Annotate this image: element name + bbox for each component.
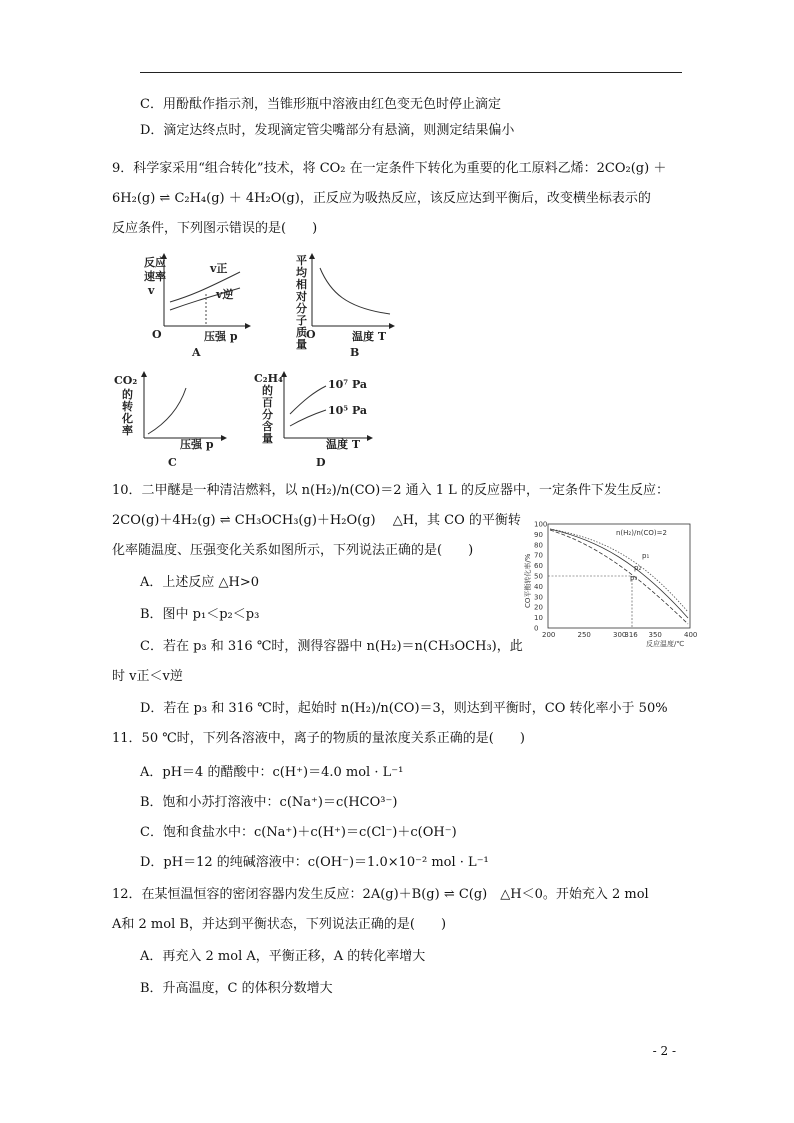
graph-c-caption: C — [168, 456, 177, 469]
graph-c-ylabel-1: CO₂ — [114, 374, 138, 387]
graph-b — [290, 250, 410, 366]
question-12-line1: 12．在某恒温恒容的密闭容器内发生反应：2A(g)＋B(g) ⇌ C(g) △H＜0。开始充入 2 mol — [112, 887, 649, 902]
graph-b-origin: O — [306, 328, 316, 341]
question-9-line3: 反应条件，下列图示错误的是( ) — [112, 221, 318, 236]
graph-d-ylabel-2a: 的 — [262, 384, 273, 397]
graph-d-ylabel-1: C₂H₄ — [254, 372, 283, 385]
graph-d-ylabel-2b: 百 — [262, 396, 273, 409]
page-number: - 2 - — [652, 1044, 676, 1058]
graph-a-caption: A — [192, 346, 201, 359]
question-10-line2: 2CO(g)＋4H₂(g) ⇌ CH₃OCH₃(g)＋H₂O(g) △H，其 CO 的平衡转 — [112, 513, 521, 528]
graph-d-ylabel-2e: 量 — [262, 432, 273, 445]
figure-10-xtick-label: 250 — [577, 631, 591, 639]
question-11-option-b: B．饱和小苏打溶液中：c(Na⁺)＝c(HCO³⁻) — [140, 795, 398, 810]
option-c-q8: C．用酚酞作指示剂，当锥形瓶中溶液由红色变无色时停止滴定 — [140, 97, 501, 112]
graph-a-curve-v-reverse: v逆 — [216, 288, 234, 301]
figure-10-ytick-label: 90 — [534, 530, 543, 539]
figure-10-label-p1: p₁ — [642, 552, 650, 560]
graph-b-caption: B — [350, 346, 360, 359]
graph-d-caption: D — [316, 456, 326, 469]
question-10-option-a: A．上述反应 △H>0 — [140, 575, 260, 590]
graph-c-ylabel-2c: 化 — [122, 412, 133, 425]
figure-10-ytick-label: 60 — [534, 562, 543, 571]
option-d-q8: D．滴定达终点时，发现滴定管尖嘴部分有悬滴，则测定结果偏小 — [140, 123, 515, 138]
graph-a-curve-v-forward: v正 — [210, 262, 228, 275]
graph-c-ylabel-2d: 率 — [122, 424, 133, 437]
figure-10-xtick-label: 316 — [624, 631, 638, 639]
question-10-option-c: C．若在 p₃ 和 316 ℃时，测得容器中 n(H₂)＝n(CH₃OCH₃)，此 — [140, 639, 523, 654]
graph-b-ylabel-5: 分 — [296, 302, 307, 315]
figure-10-ytick-label: 50 — [534, 572, 543, 581]
graph-d-ylabel-2d: 含 — [262, 420, 273, 433]
graph-a-xlabel: 压强 p — [204, 330, 238, 343]
figure-10 — [520, 516, 698, 654]
question-12-option-a: A．再充入 2 mol A，平衡正移，A 的转化率增大 — [140, 949, 426, 964]
figure-10-ytick-label: 0 — [534, 624, 539, 633]
figure-10-xtick-label: 400 — [684, 631, 698, 639]
figure-10-ratio: n(H₂)/n(CO)=2 — [616, 529, 667, 537]
question-11: 11．50 ℃时，下列各溶液中，离子的物质的量浓度关系正确的是( ) — [112, 731, 525, 746]
graph-d — [252, 370, 392, 474]
graph-b-ylabel-8: 量 — [296, 338, 307, 351]
graph-d-curve-1e5: 10⁵ Pa — [328, 404, 368, 417]
graph-c — [112, 370, 242, 474]
figure-10-ytick-label: 30 — [534, 593, 543, 602]
header-rule — [140, 72, 682, 73]
graph-d-xlabel: 温度 T — [326, 438, 361, 451]
graph-b-xlabel: 温度 T — [352, 330, 387, 343]
graph-b-ylabel-7: 质 — [296, 326, 307, 339]
graph-a — [140, 250, 270, 366]
figure-10-ytick-label: 20 — [534, 603, 543, 612]
graph-b-ylabel-1: 平 — [296, 254, 307, 267]
graph-a-ylabel-1: 反应 — [144, 256, 166, 269]
figure-10-label-p2: p₂ — [634, 564, 642, 572]
graph-c-ylabel-2a: 的 — [122, 388, 133, 401]
figure-10-ytick-label: 40 — [534, 582, 543, 591]
question-11-option-c: C．饱和食盐水中：c(Na⁺)＋c(H⁺)＝c(Cl⁻)＋c(OH⁻) — [140, 825, 457, 840]
question-10-line3: 化率随温度、压强变化关系如图所示，下列说法正确的是( ) — [112, 543, 474, 558]
figure-10-xlabel: 反应温度/℃ — [646, 640, 685, 648]
question-9-line2: 6H₂(g) ⇌ C₂H₄(g) ＋ 4H₂O(g)，正反应为吸热反应，该反应达到平衡后，改变横坐标表示的 — [112, 191, 651, 206]
graph-b-ylabel-2: 均 — [296, 266, 307, 279]
figure-10-curve-p3 — [550, 530, 688, 624]
graph-d-curve-1e7: 10⁷ Pa — [328, 378, 368, 391]
graph-b-ylabel-6: 子 — [296, 314, 307, 327]
figure-10-xticks — [542, 631, 697, 639]
question-10-option-b: B．图中 p₁＜p₂＜p₃ — [140, 607, 260, 622]
figure-10-xtick-label: 300 — [613, 631, 627, 639]
question-11-option-a: A．pH＝4 的醋酸中：c(H⁺)＝4.0 mol · L⁻¹ — [140, 765, 404, 780]
figure-10-yticks — [534, 521, 547, 633]
figure-10-curve-p1 — [550, 529, 688, 612]
question-11-option-d: D．pH＝12 的纯碱溶液中：c(OH⁻)＝1.0×10⁻² mol · L⁻¹ — [140, 855, 489, 870]
graph-b-ylabel-4: 对 — [296, 290, 307, 303]
figure-10-label-p3: p₃ — [630, 574, 638, 582]
question-12-line2: A和 2 mol B，并达到平衡状态，下列说法正确的是( ) — [112, 917, 447, 932]
figure-10-xtick-label: 200 — [542, 631, 556, 639]
graph-c-xlabel: 压强 p — [180, 438, 214, 451]
question-10-line1: 10．二甲醚是一种清洁燃料，以 n(H₂)/n(CO)＝2 通入 1 L 的反应器中，一定条件下发生反应： — [112, 483, 669, 498]
figure-10-ytick-label: 80 — [534, 541, 543, 550]
question-10-option-c-cont: 时 v正＜v逆 — [112, 669, 183, 684]
figure-10-ytick-label: 10 — [534, 614, 543, 623]
figure-10-ytick-label: 70 — [534, 551, 543, 560]
question-9-line1: 9．科学家采用“组合转化”技术，将 CO₂ 在一定条件下转化为重要的化工原料乙烯：2CO₂(g) ＋ — [112, 161, 667, 176]
figure-10-xtick-label: 350 — [648, 631, 662, 639]
graph-b-ylabel-3: 相 — [296, 278, 307, 291]
figure-10-ytick-label: 100 — [534, 520, 548, 529]
graph-a-origin: O — [152, 328, 162, 341]
graph-a-ylabel-2: 速率 — [144, 270, 166, 283]
question-10-option-d: D．若在 p₃ 和 316 ℃时，起始时 n(H₂)/n(CO)＝3，则达到平衡时，CO 转化率小于 50% — [140, 701, 668, 716]
graph-c-ylabel-2b: 转 — [122, 400, 133, 413]
graph-d-ylabel-2c: 分 — [262, 408, 273, 421]
question-12-option-b: B．升高温度，C 的体积分数增大 — [140, 981, 333, 996]
figure-10-ylabel: CO平衡转化率/% — [524, 553, 532, 608]
graph-a-yvar: v — [148, 284, 155, 297]
